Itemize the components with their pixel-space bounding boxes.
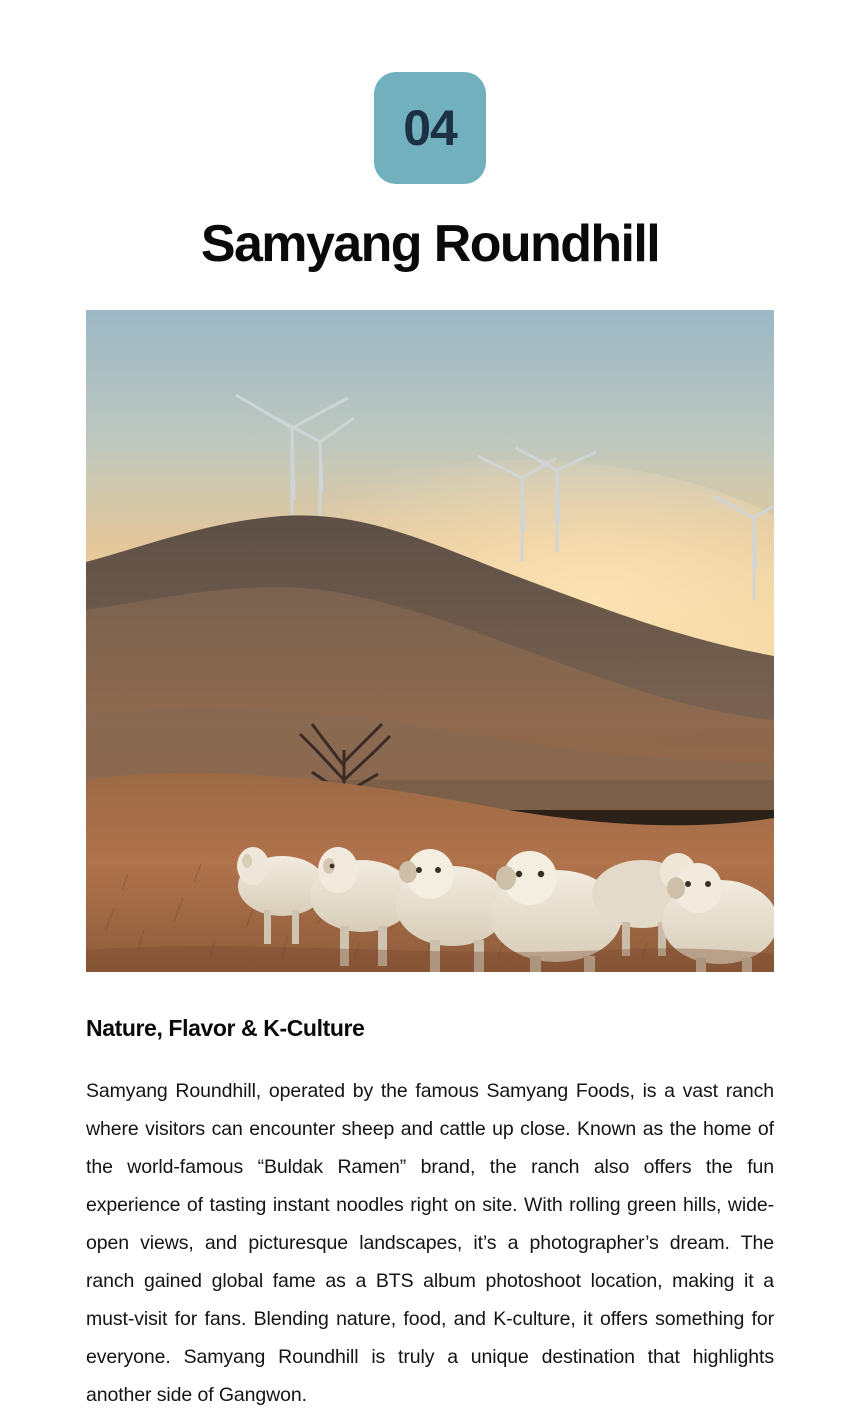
section-subheading: Nature, Flavor & K-Culture — [86, 1015, 365, 1042]
section-number-badge — [374, 72, 486, 184]
text-content — [86, 972, 774, 1414]
page-title: Samyang Roundhill — [200, 215, 660, 273]
section-number: 04 — [403, 100, 457, 156]
hero-image — [86, 310, 774, 972]
badge-container — [0, 0, 860, 184]
section-body-text: Samyang Roundhill, operated by the famous Samyang Foods, is a vast ranch where visitors can encounter sheep and cattle up close. Known as the home of the world-famous “Buldak Ramen” brand, the ranch also offers the fun experience of tasting instant noodles right on site. With rolling green hills, wide-open views, and picturesque landscapes, it’s a photographer’s dream. The ranch gained global fame as a BTS album photoshoot location, making it a must-visit for fans. Blending nature, food, and K-culture, it offers something for everyone. Samyang Roundhill is truly a unique destination that highlights another side of Gangwon. — [86, 1080, 774, 1407]
hero-illustration — [86, 310, 774, 972]
